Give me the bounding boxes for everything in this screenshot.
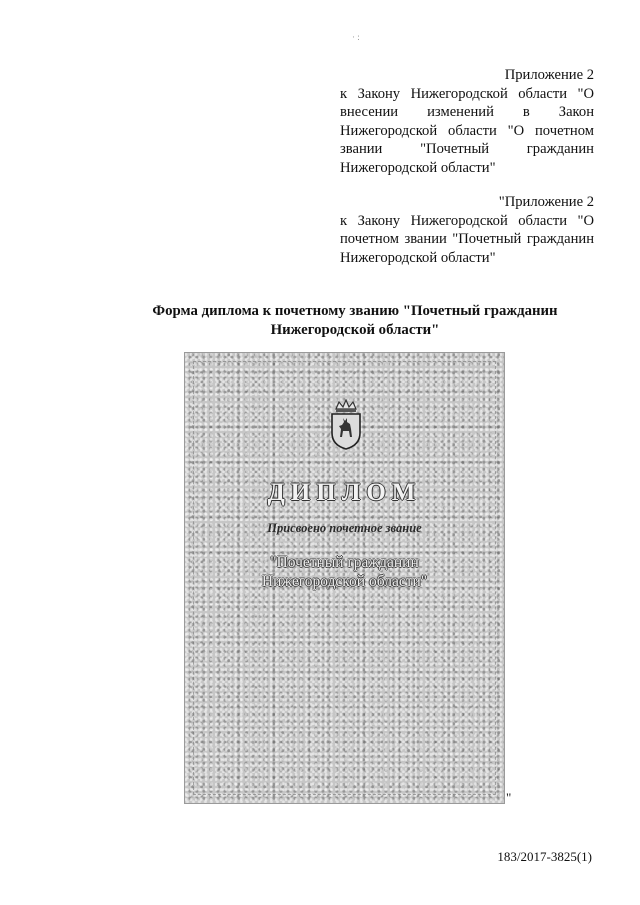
awarded-caption: Присвоено почетное звание — [267, 521, 422, 535]
closing-quote: " — [506, 790, 512, 805]
document-number: 183/2017-3825(1) — [497, 849, 592, 864]
form-title: Форма диплома к почетному званию "Почетный гражданин Нижегородской области" — [152, 303, 558, 338]
appendix-note-original — [340, 193, 594, 267]
honorary-title-line-2: Нижегородской области" — [261, 573, 428, 590]
appendix-text: к Закону Нижегородской области "О почетном звании "Почетный гражданин Нижегородской области" — [340, 212, 594, 266]
diploma-form-image — [184, 352, 505, 804]
diploma-heading: ДИПЛОМ — [267, 479, 422, 506]
appendix-heading: "Приложение 2 — [498, 194, 594, 210]
appendix-heading: Приложение 2 — [504, 67, 594, 83]
coat-of-arms-icon — [327, 399, 365, 451]
honorary-title-line-1: "Почетный гражданин — [270, 554, 419, 571]
appendix-note-amendment — [340, 66, 594, 178]
appendix-text: к Закону Нижегородской области "О внесении изменений в Закон Нижегородской области "О почетном звании "Почетный гражданин Нижегородской области" — [340, 85, 594, 176]
scan-mark: · : — [352, 32, 360, 42]
